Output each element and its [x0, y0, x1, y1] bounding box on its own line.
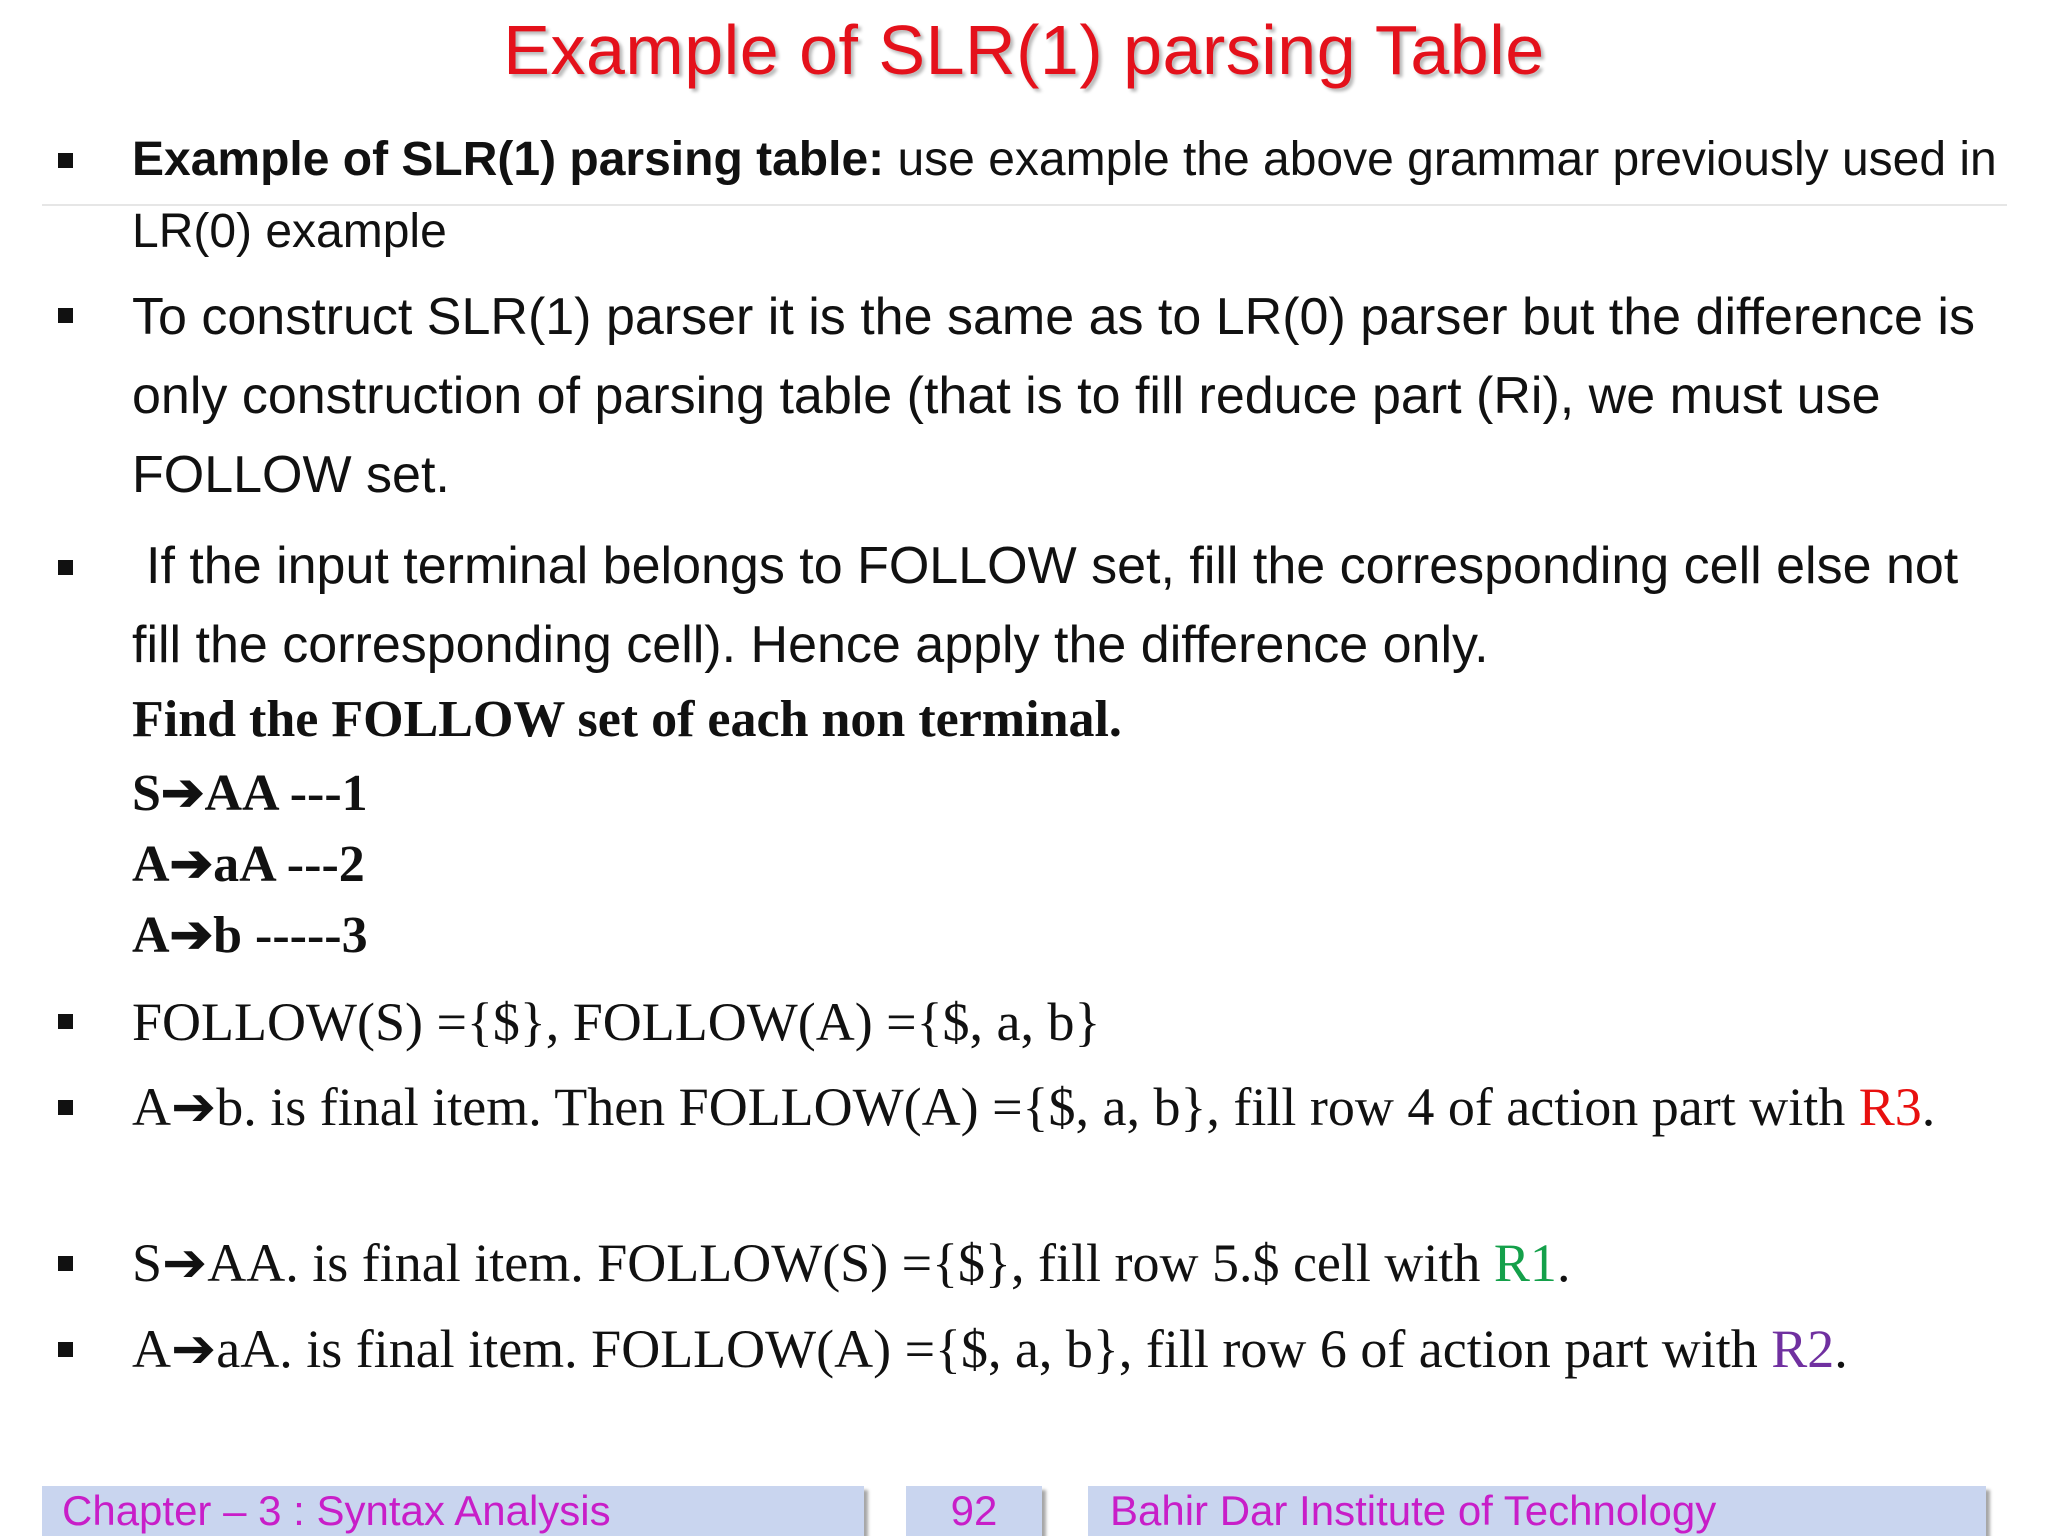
r2-label: R2 — [1771, 1319, 1835, 1379]
production-1: S➔AA ---1 — [132, 765, 368, 822]
bullet-5-body: A➔b. is final item. Then FOLLOW(A) ={$, a, b}, fill row 4 of action part with — [132, 1077, 1859, 1137]
bullet-2-text: To construct SLR(1) parser it is the same as to LR(0) parser but the difference is only construction of parsing table (that is to fill reduce part (Ri), we must use FOLLOW set. — [132, 288, 1975, 504]
bullet-1-rest: use example the above grammar previously used in LR(0) example — [132, 133, 1997, 258]
bullet-4-text: FOLLOW(S) ={$}, FOLLOW(A) ={$, a, b} — [132, 992, 1101, 1052]
bullet-marker — [58, 560, 73, 575]
bullet-5-text — [132, 1067, 2012, 1147]
bullet-6-body: S➔AA. is final item. FOLLOW(S) ={$}, fill row 5.$ cell with — [132, 1233, 1494, 1293]
bullet-1-lead: Example of SLR(1) parsing table: — [132, 133, 885, 186]
bullet-5-period: . — [1921, 1077, 1936, 1137]
bullet-6-period: . — [1556, 1233, 1571, 1293]
bullet-marker — [58, 1014, 73, 1029]
production-3: A➔b -----3 — [132, 907, 368, 964]
footer-chapter: Chapter – 3 : Syntax Analysis — [42, 1486, 864, 1536]
bullet-7-body: A➔aA. is final item. FOLLOW(A) ={$, a, b}, fill row 6 of action part with — [132, 1319, 1772, 1379]
bullet-marker — [58, 153, 73, 168]
footer-page-number: 92 — [906, 1486, 1042, 1536]
production-2: A➔aA ---2 — [132, 836, 365, 893]
bullet-1-text — [132, 124, 2012, 268]
bullet-marker — [58, 1342, 73, 1357]
r1-label: R1 — [1493, 1233, 1557, 1293]
r3-label: R3 — [1858, 1077, 1922, 1137]
bullet-3-text: If the input terminal belongs to FOLLOW set, fill the corresponding cell else not fill the corresponding cell). Hence apply the difference only. — [132, 537, 1959, 674]
slide-title: Example of SLR(1) parsing Table — [503, 11, 1545, 89]
bullet-marker — [58, 1100, 73, 1115]
bullet-marker — [58, 308, 73, 323]
footer-institute: Bahir Dar Institute of Technology — [1088, 1486, 1986, 1536]
bullet-6-text — [132, 1223, 2012, 1303]
bullet-7-text — [132, 1309, 2012, 1389]
follow-heading: Find the FOLLOW set of each non terminal. — [132, 691, 1122, 748]
bullet-marker — [58, 1256, 73, 1271]
bullet-7-period: . — [1834, 1319, 1848, 1379]
